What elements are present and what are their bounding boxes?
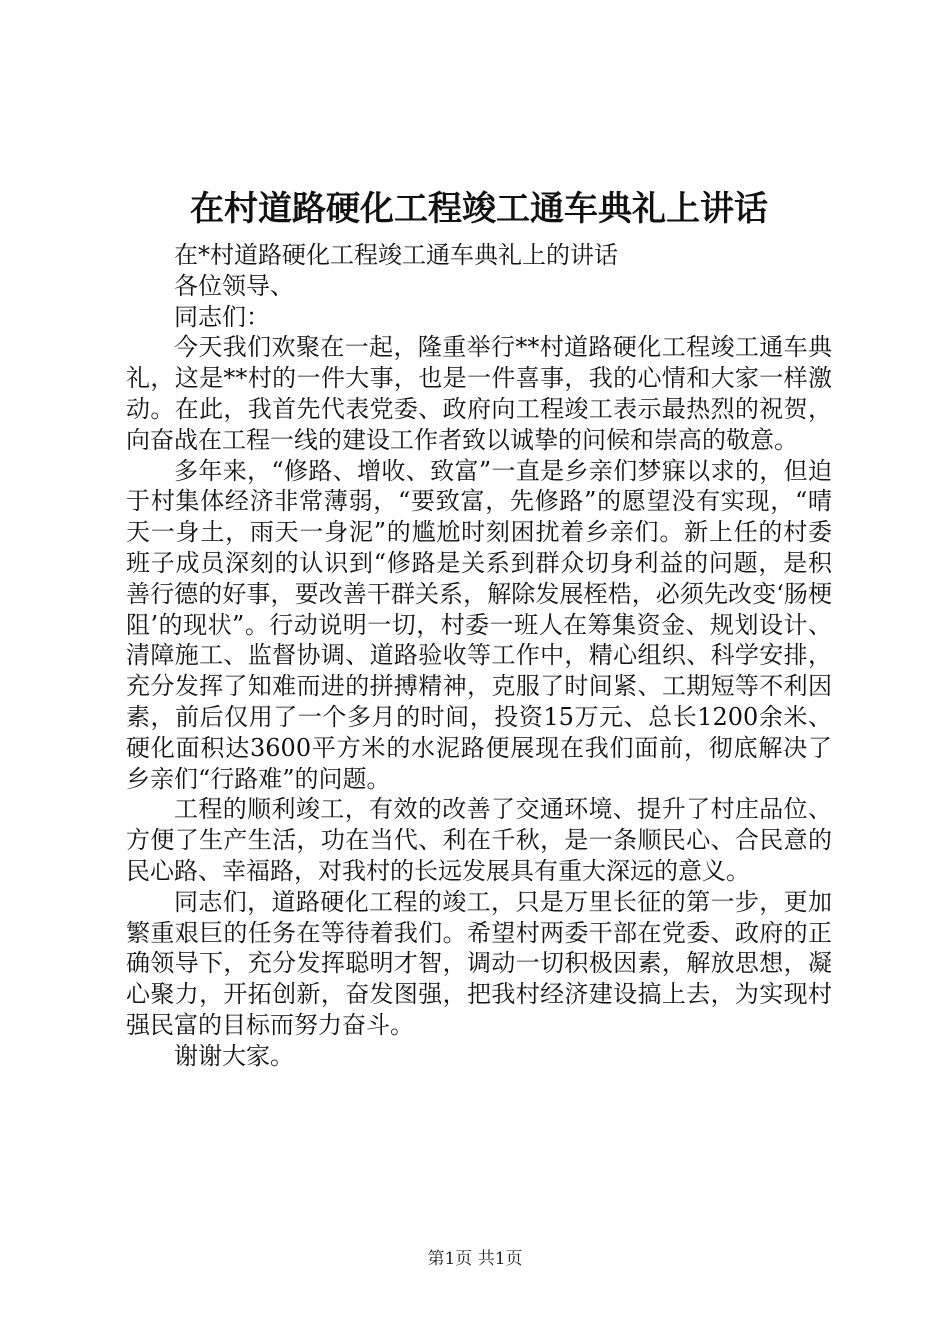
document-title: 在村道路硬化工程竣工通车典礼上讲话 xyxy=(190,189,768,229)
paragraph-opening: 今天我们欢聚在一起，隆重举行**村道路硬化工程竣工通车典礼，这是**村的一件大事，也是一件喜事，我的心情和大家一样激动。在此，我首先代表党委、政府向工程竣工表示最热烈的祝贺，向奋战在工程一线的建设工作者致以诚挚的问候和崇高的敬意。 xyxy=(126,333,832,454)
page-footer: 第1页 共1页 xyxy=(427,1249,523,1269)
document-page xyxy=(126,184,832,1072)
paragraph-expectation: 同志们，道路硬化工程的竣工，只是万里长征的第一步，更加繁重艰巨的任务在等待着我们。希望村两委干部在党委、政府的正确领导下，充分发挥聪明才智，调动一切积极因素，解放思想，凝心聚力，开拓创新，奋发图强，把我村经济建设搞上去，为实现村强民富的目标而努力奋斗。 xyxy=(126,887,832,1039)
salutation-leaders: 各位领导、 xyxy=(174,271,294,300)
salutation-comrades: 同志们： xyxy=(174,302,270,331)
paragraph-history: 多年来，“修路、增收、致富”一直是乡亲们梦寐以求的，但迫于村集体经济非常薄弱，“要致富，先修路”的愿望没有实现，“晴天一身土，雨天一身泥”的尴尬时刻困扰着乡亲们。新上任的村委班子成员深刻的认识到“修路是关系到群众切身利益的问题，是积善行德的好事，要改善干群关系，解除发展桎梏，必须先改变‘肠梗阻’的现状”。行动说明一切，村委一班人在筹集资金、规划设计、清障施工、监督协调、道路验收等工作中，精心组织、科学安排，充分发挥了知难而进的拼搏精神，克服了时间紧、工期短等不利因素，前后仅用了一个多月的时间，投资15万元、总长1200余米、硬化面积达3600平方米的水泥路便展现在我们面前，彻底解决了乡亲们“行路难”的问题。 xyxy=(126,456,832,793)
speech-subtitle: 在*村道路硬化工程竣工通车典礼上的讲话 xyxy=(174,241,618,269)
paragraph-thanks: 谢谢大家。 xyxy=(174,1041,294,1070)
paragraph-significance: 工程的顺利竣工，有效的改善了交通环境、提升了村庄品位、方便了生产生活，功在当代、利在千秋，是一条顺民心、合民意的民心路、幸福路，对我村的长远发展具有重大深远的意义。 xyxy=(126,795,832,885)
